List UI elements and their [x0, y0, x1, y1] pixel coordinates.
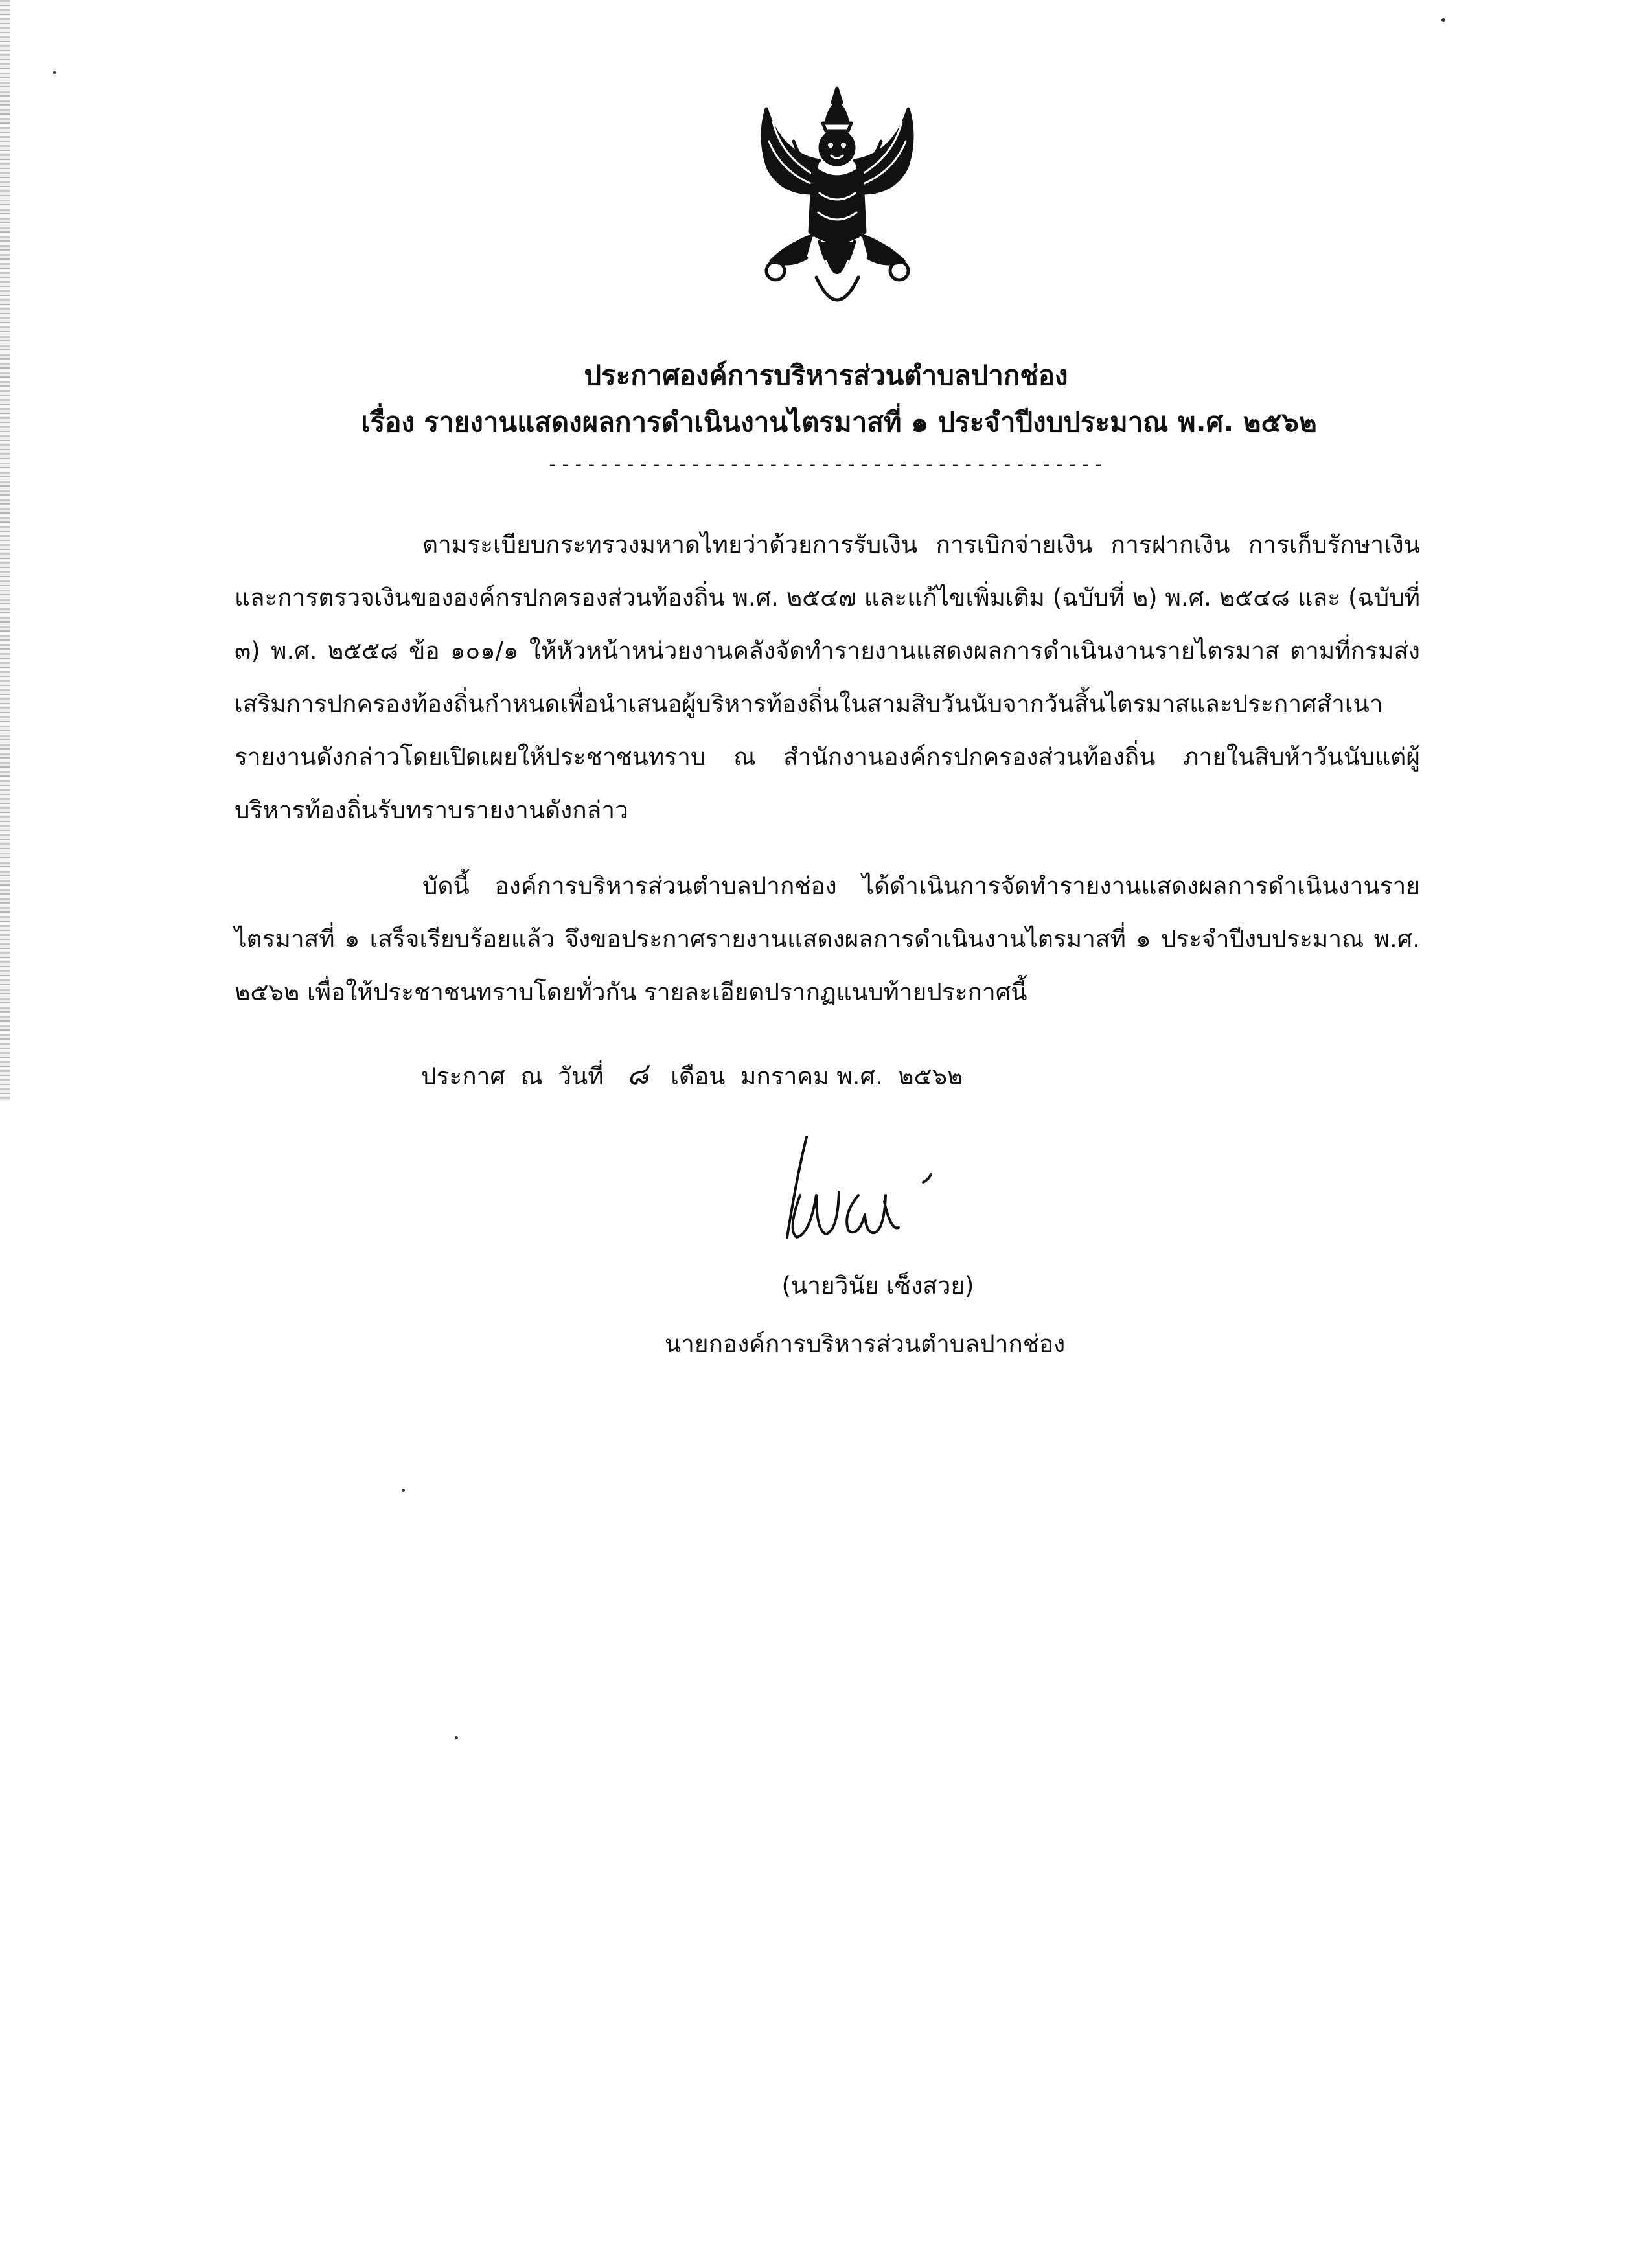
dateline-prefix: ประกาศ ณ วันที่ [421, 1062, 604, 1090]
scan-speck [455, 1736, 458, 1739]
dateline-month-year: เดือน มกราคม พ.ศ. ๒๕๖๒ [671, 1062, 963, 1090]
announcement-dateline [421, 1056, 963, 1096]
scan-speck [402, 1489, 405, 1492]
announcement-subject: เรื่อง รายงานแสดงผลการดำเนินงานไตรมาสที่ ๑ ประจำปีงบประมาณ พ.ศ. ๒๕๖๒ [361, 406, 1317, 438]
dateline-day: ๘ [624, 1057, 650, 1094]
handwritten-signature [761, 1117, 956, 1254]
body-paragraph-2: บัดนี้ องค์การบริหารส่วนตำบลปากช่อง ได้ดำเนินการจัดทำรายงานแสดงผลการดำเนินงานรายไตรมาสที่ ๑ เสร็จเรียบร้อยแล้ว จึงขอประกาศรายงานแสดงผลการดำเนินงานไตรมาสที่ ๑ ประจำปีงบประมาณ พ.ศ. ๒๕๖๒ เพื่อให้ประชาชนทราบโดยทั่วกัน รายละเอียดปรากฏแนบท้ายประกาศนี้ [235, 872, 1420, 1006]
scan-edge-artifact [0, 0, 10, 1101]
scan-speck [1441, 18, 1445, 22]
title-divider: ------------------------------------------- [546, 453, 1106, 476]
garuda-emblem-icon [735, 83, 939, 326]
announcement-title: ประกาศองค์การบริหารส่วนตำบลปากช่อง [584, 360, 1068, 391]
signer-position: นายกองค์การบริหารส่วนตำบลปากช่อง [664, 1330, 1066, 1358]
body-paragraph-1: ตามระเบียบกระทรวงมหาดไทยว่าด้วยการรับเงิน การเบิกจ่ายเงิน การฝากเงิน การเก็บรักษาเงิน และการตรวจเงินขององค์กรปกครองส่วนท้องถิ่น พ.ศ. ๒๕๔๗ และแก้ไขเพิ่มเติม (ฉบับที่ ๒) พ.ศ. ๒๕๔๘ และ (ฉบับที่ ๓) พ.ศ. ๒๕๕๘ ข้อ ๑๐๑/๑ ให้หัวหน้าหน่วยงานคลังจัดทำรายงานแสดงผลการดำเนินงานรายไตรมาส ตามที่กรมส่งเสริมการปกครองท้องถิ่นกำหนดเพื่อนำเสนอผู้บริหารท้องถิ่นในสามสิบวันนับจากวันสิ้นไตรมาสและประกาศสำเนารายงานดังกล่าวโดยเปิดเผยให้ประชาชนทราบ ณ สำนักงานองค์กรปกครองส่วนท้องถิ่น ภายในสิบห้าวันนับแต่ผู้บริหารท้องถิ่นรับทราบรายงานดังกล่าว [235, 531, 1420, 824]
signer-name: (นายวินัย เซ็งสวย) [781, 1272, 974, 1300]
scan-speck [53, 71, 56, 74]
